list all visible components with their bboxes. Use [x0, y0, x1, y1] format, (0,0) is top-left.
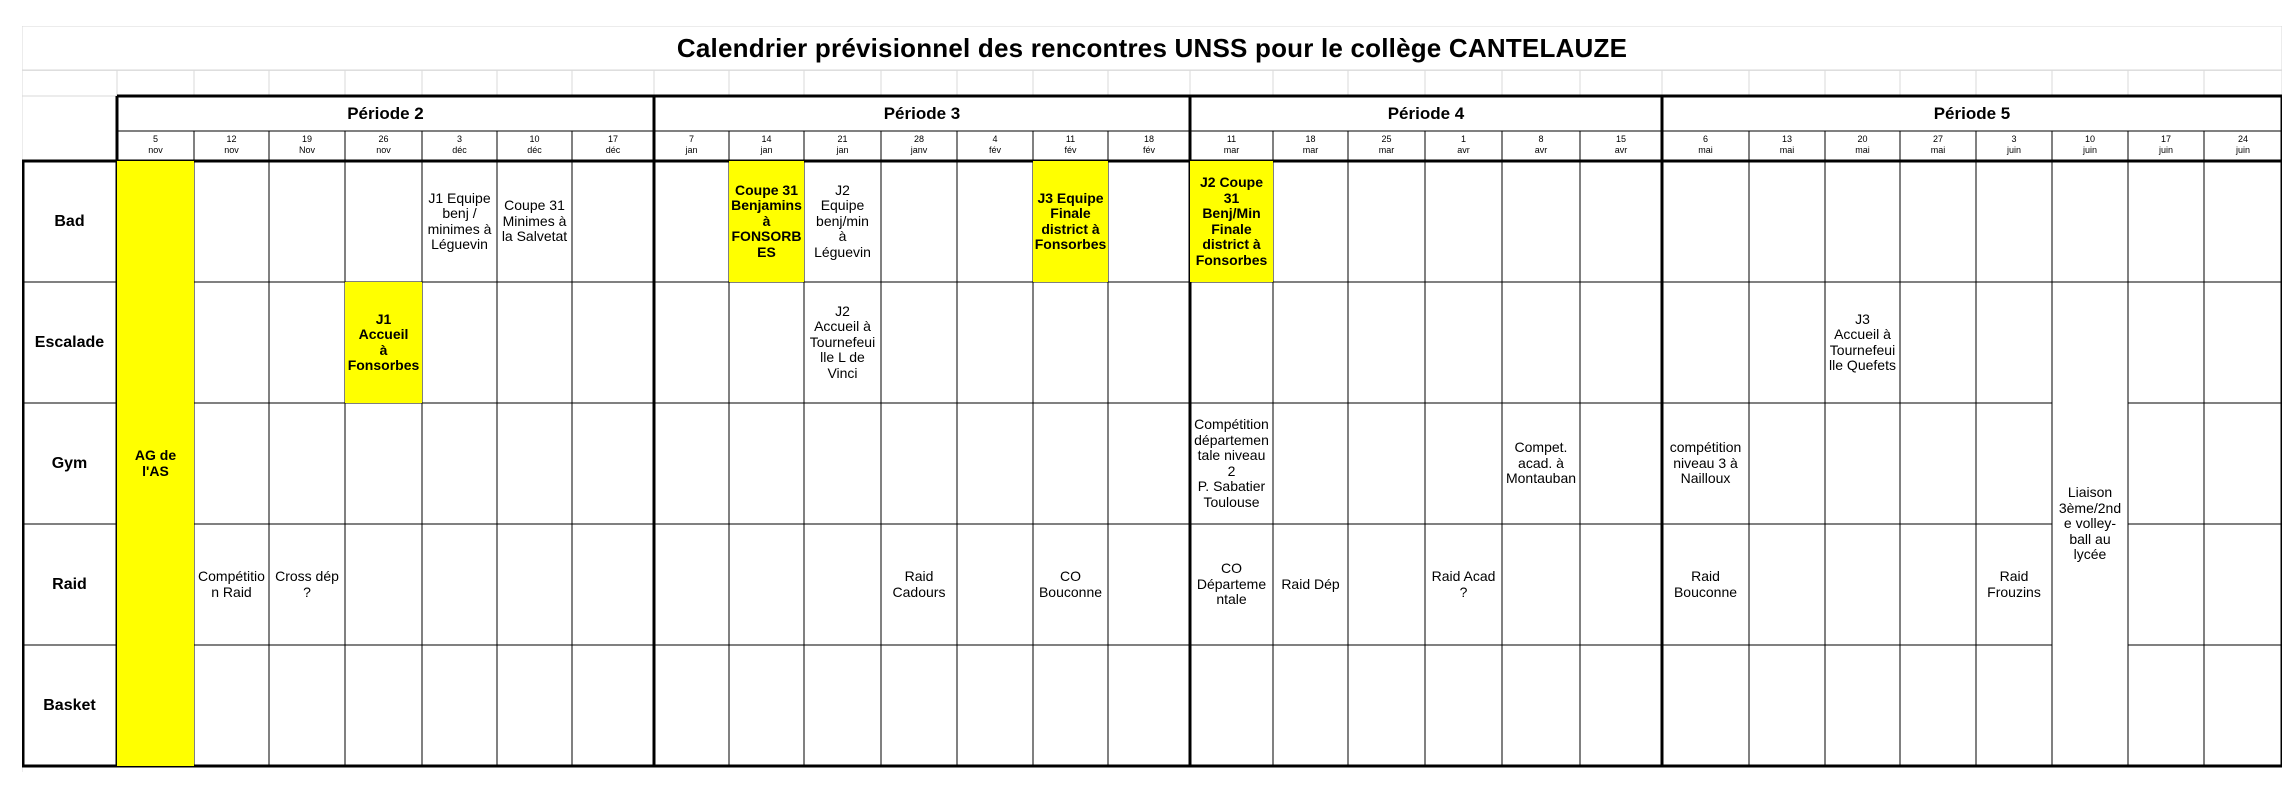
date-header [1900, 131, 1976, 161]
event-cell [269, 524, 345, 645]
date-day: 6 [1702, 134, 1708, 144]
date-header [1108, 131, 1190, 161]
date-month: déc [527, 145, 542, 155]
date-header [729, 131, 804, 161]
date-header [269, 131, 345, 161]
event-cell [117, 161, 194, 766]
date-day: 26 [378, 134, 389, 144]
date-day: 20 [1857, 134, 1868, 144]
event-cell [1190, 524, 1273, 645]
event-text: Raid Cadours [892, 568, 946, 600]
event-cell [729, 161, 804, 282]
event-text: CO Bouconne [1038, 568, 1103, 600]
date-day: 18 [1143, 134, 1154, 144]
date-header [2052, 131, 2128, 161]
date-month: juin [2082, 145, 2097, 155]
date-day: 19 [301, 134, 312, 144]
date-day: 25 [1381, 134, 1392, 144]
date-month: fév [1142, 145, 1155, 155]
date-header [1273, 131, 1348, 161]
date-month: jan [685, 145, 698, 155]
date-header [1749, 131, 1825, 161]
date-header [1033, 131, 1108, 161]
date-day: 12 [226, 134, 237, 144]
date-day: 10 [529, 134, 540, 144]
date-day: 17 [2160, 134, 2171, 144]
date-day: 21 [837, 134, 848, 144]
date-day: 24 [2237, 134, 2248, 144]
date-header [1976, 131, 2052, 161]
date-header [1662, 131, 1749, 161]
date-month: mar [1378, 145, 1395, 155]
date-month: nov [376, 145, 391, 155]
date-month: nov [224, 145, 239, 155]
date-day: 17 [607, 134, 618, 144]
row-label-escalade: Escalade [34, 333, 105, 351]
event-cell [804, 282, 881, 403]
event-text: AG de l'AS [134, 447, 177, 479]
event-cell [1273, 524, 1348, 645]
date-month: Nov [298, 145, 315, 155]
date-day: 13 [1781, 134, 1792, 144]
event-cell [345, 282, 422, 403]
event-cell [422, 161, 497, 282]
date-header [654, 131, 729, 161]
event-text: J1 Equipe benj / minimes à Léguevin [427, 189, 492, 252]
date-header [1580, 131, 1662, 161]
event-cell [497, 161, 572, 282]
event-text: compétition niveau 3 à Nailloux [1669, 439, 1742, 487]
date-day: 10 [2084, 134, 2095, 144]
date-header [422, 131, 497, 161]
date-month: jan [760, 145, 773, 155]
event-text: Cross dép ? [275, 568, 339, 600]
date-header [957, 131, 1033, 161]
event-text: J3 Accueil à Tournefeui lle Quefets [1829, 310, 1896, 373]
date-header [1825, 131, 1900, 161]
event-text: Compet. acad. à Montauban [1505, 439, 1577, 487]
event-text: Raid Acad ? [1431, 568, 1496, 600]
date-month: juin [2235, 145, 2250, 155]
event-text: Compétition départemen tale niveau 2 P. Sabatier Toulouse [1194, 416, 1269, 510]
event-cell [2052, 282, 2128, 766]
date-day: 11 [1065, 134, 1076, 144]
date-month: juin [2158, 145, 2173, 155]
date-header [1348, 131, 1425, 161]
event-cell [1502, 403, 1580, 524]
date-day: 11 [1226, 134, 1237, 144]
date-header [117, 131, 194, 161]
event-text: J2 Coupe 31 Benj/Min Finale district à Fonsorbes [1195, 174, 1268, 268]
event-text: Liaison 3ème/2nd e volley- ball au lycée [2058, 484, 2122, 563]
date-header [345, 131, 422, 161]
date-day: 5 [152, 134, 158, 144]
period-header: Période 5 [1933, 103, 2011, 123]
date-day: 7 [688, 134, 694, 144]
event-text: Coupe 31 Benjamins à FONSORB ES [731, 181, 802, 260]
date-day: 8 [1538, 134, 1544, 144]
event-cell [881, 524, 957, 645]
event-text: Raid Dép [1281, 575, 1340, 592]
date-month: avr [1534, 145, 1548, 155]
date-header [572, 131, 654, 161]
event-cell [1825, 282, 1900, 403]
date-day: 15 [1615, 134, 1626, 144]
date-header [2204, 131, 2282, 161]
event-cell [1190, 403, 1273, 524]
period-header: Période 2 [347, 103, 424, 123]
row-label-gym: Gym [51, 454, 88, 472]
period-header: Période 4 [1387, 103, 1465, 123]
event-cell [1976, 524, 2052, 645]
event-text: Coupe 31 Minimes à la Salvetat [501, 197, 568, 245]
date-month: fév [988, 145, 1001, 155]
date-month: fév [1064, 145, 1077, 155]
date-header [881, 131, 957, 161]
date-day: 4 [992, 134, 998, 144]
date-month: avr [1614, 145, 1628, 155]
date-month: jan [836, 145, 849, 155]
row-label-bad: Bad [54, 212, 85, 230]
date-day: 28 [913, 134, 924, 144]
spreadsheet-frame [22, 26, 2282, 772]
event-text: J1 Accueil à Fonsorbes [347, 310, 420, 373]
row-label-raid: Raid [52, 575, 87, 593]
event-cell [1033, 524, 1108, 645]
event-text: Raid Frouzins [1987, 568, 2041, 600]
event-text: CO Départeme ntale [1196, 560, 1267, 608]
date-header [1425, 131, 1502, 161]
date-month: juin [2006, 145, 2021, 155]
date-header [804, 131, 881, 161]
date-day: 1 [1460, 134, 1466, 144]
event-cell [804, 161, 881, 282]
date-day: 3 [2011, 134, 2017, 144]
event-text: J2 Equipe benj/min à Léguevin [814, 181, 871, 260]
page-title: Calendrier prévisionnel des rencontres UNSS pour le collège CANTELAUZE [676, 33, 1628, 63]
event-cell [194, 524, 269, 645]
date-month: avr [1457, 145, 1470, 155]
event-text: J3 Equipe Finale district à Fonsorbes [1034, 189, 1107, 252]
event-cell [1662, 524, 1749, 645]
date-month: mai [1930, 145, 1946, 155]
period-header: Période 3 [883, 103, 961, 123]
date-month: nov [148, 145, 163, 155]
date-month: déc [605, 145, 621, 155]
date-month: mai [1855, 145, 1870, 155]
date-header [497, 131, 572, 161]
date-month: mai [1779, 145, 1795, 155]
date-month: mai [1698, 145, 1713, 155]
event-text: J2 Accueil à Tournefeui lle L de Vinci [809, 302, 876, 381]
date-day: 18 [1305, 134, 1316, 144]
date-header [194, 131, 269, 161]
date-month: mar [1223, 145, 1240, 155]
event-cell [1425, 524, 1502, 645]
date-day: 3 [456, 134, 462, 144]
date-header [1502, 131, 1580, 161]
date-month: janv [910, 145, 928, 155]
event-text: Compétitio n Raid [198, 568, 265, 600]
row-label-basket: Basket [43, 696, 96, 714]
date-header [1190, 131, 1273, 161]
date-month: déc [452, 145, 467, 155]
date-day: 14 [761, 134, 772, 144]
event-text: Raid Bouconne [1673, 568, 1738, 600]
event-cell [1662, 403, 1749, 524]
event-cell [1190, 161, 1273, 282]
date-header [2128, 131, 2204, 161]
date-month: mar [1302, 145, 1319, 155]
event-cell [1033, 161, 1108, 282]
date-day: 27 [1932, 134, 1943, 144]
